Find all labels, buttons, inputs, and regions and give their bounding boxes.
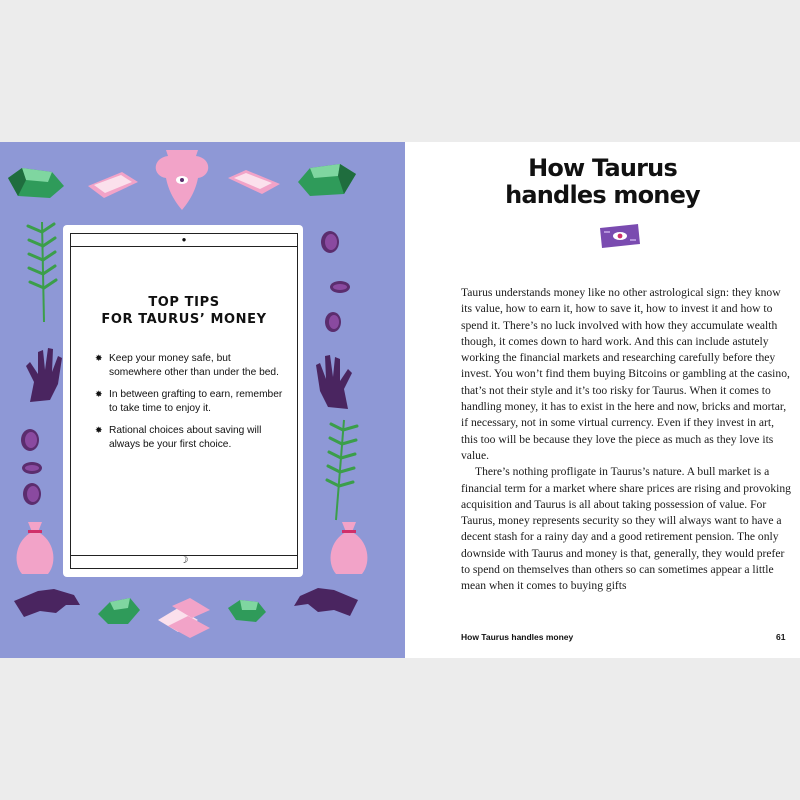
- right-page: [405, 142, 800, 658]
- page-number: 61: [776, 632, 786, 642]
- gem-icon: [298, 164, 356, 196]
- coin-icon: [321, 231, 339, 253]
- gold-bar-icon: [228, 170, 280, 194]
- star-bullet-icon: ✸: [95, 425, 103, 435]
- body-text: [461, 285, 791, 595]
- gold-bar-icon: [158, 598, 210, 638]
- banknote-icon: [598, 224, 642, 248]
- coin-icon: [23, 483, 41, 505]
- vase-icon: [156, 150, 209, 210]
- card-top-rule: [71, 246, 297, 247]
- sun-icon: ●: [181, 235, 187, 244]
- coin-icon: [330, 281, 350, 293]
- page-title-line1: How Taurus: [528, 154, 677, 182]
- top-tips-card: [63, 225, 303, 577]
- money-bag-icon: [331, 522, 368, 574]
- tip-item: [95, 388, 285, 415]
- tip-item: [95, 352, 285, 379]
- fern-icon: [327, 420, 357, 520]
- gold-bar-icon: [88, 172, 138, 198]
- coin-icon: [22, 462, 42, 474]
- hand-icon: [14, 589, 80, 617]
- tips-list: [95, 352, 285, 460]
- hand-icon: [316, 355, 352, 409]
- gem-icon: [8, 168, 64, 198]
- tip-text: In between grafting to earn, remember to take time to enjoy it.: [109, 389, 283, 414]
- tips-heading-line1: TOP TIPS: [148, 295, 220, 310]
- gem-icon: [228, 600, 266, 622]
- hand-icon: [26, 348, 62, 402]
- page-title-line2: handles money: [505, 181, 700, 209]
- fern-icon: [28, 222, 56, 322]
- gem-icon: [98, 598, 140, 624]
- tip-text: Rational choices about saving will always be your first choice.: [109, 425, 262, 450]
- tips-heading-line2: FOR TAURUS’ MONEY: [101, 312, 267, 327]
- page-title: [405, 155, 800, 209]
- coin-icon: [21, 429, 39, 451]
- body-paragraph: There’s nothing profligate in Taurus’s nature. A bull market is a financial term for a market where share prices are rising and provoking acquisition and Taurus is all about taking possession of value. For Taurus, money represents security so they will always want to have a decent stash for a rainy day and a good retirement pension. The only downside with Taurus and money is that, generally, they would prefer to spend on themselves than others so can sometimes appear a little mean when it comes to buying gifts: [461, 465, 791, 593]
- book-spread: [0, 142, 800, 658]
- tip-item: [95, 424, 285, 451]
- hand-icon: [294, 588, 358, 616]
- tip-text: Keep your money safe, but somewhere other than under the bed.: [109, 353, 279, 378]
- body-paragraph: Taurus understands money like no other astrological sign: they know its value, how to earn it, how to save it, how to invest it and how to spend it. There’s no luck involved with how they accumulate wealth though, it comes down to hard work. And this can include astutely working the financial markets and researching carefully before they invest. You won’t find them buying Bitcoins or gambling at the casino, that’s not their style and it’s too risky for Taurus. When it comes to handling money, it has to exist in the here and now, bricks and mortar, if necessary, not in some virtual currency. Even if they invest in art, this too will be because they love the piece as much as they love its value.: [461, 286, 790, 462]
- star-bullet-icon: ✸: [95, 353, 103, 363]
- star-bullet-icon: ✸: [95, 389, 103, 399]
- moon-icon: ☽: [179, 555, 189, 566]
- card-frame: [70, 233, 298, 569]
- running-footer: How Taurus handles money: [461, 632, 574, 642]
- left-page: [0, 142, 405, 658]
- tips-heading: [71, 294, 297, 328]
- coin-icon: [325, 312, 341, 332]
- money-bag-icon: [17, 522, 54, 574]
